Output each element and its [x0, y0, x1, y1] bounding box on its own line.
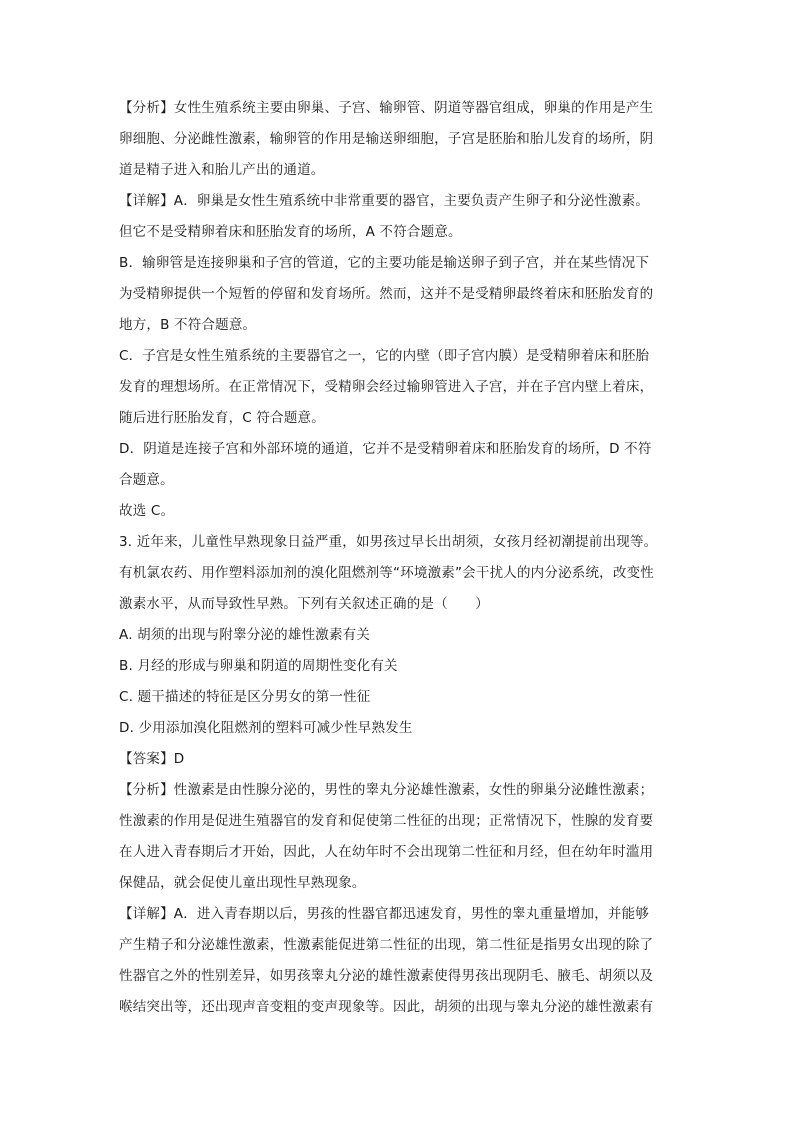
option-a: A. 胡须的出现与附睾分泌的雄性激素有关 — [119, 627, 371, 643]
text-line: 性器官之外的性别差异，如男孩睾丸分泌的雄性激素使得男孩出现阴毛、腋毛、胡须以及 — [119, 968, 654, 984]
text-line: 随后进行胚胎发育，C 符合题意。 — [119, 410, 325, 426]
question-line: 有机氯农药、用作塑料添加剂的溴化阻燃剂等“环境激素”会干扰人的内分泌系统，改变性 — [119, 565, 654, 581]
question-line: 3. 近年来，儿童性早熟现象日益严重，如男孩过早长出胡须，女孩月经初潮提前出现等。 — [119, 534, 658, 550]
text-line: 合题意。 — [119, 472, 174, 488]
text-line: D．阴道是连接子宫和外部环境的通道，它并不是受精卵着床和胚胎发育的场所，D 不符 — [119, 441, 652, 457]
text-line: 道是精子进入和胎儿产出的通道。 — [119, 162, 325, 178]
text-line: 【分析】女性生殖系统主要由卵巢、子宫、输卵管、阴道等器官组成，卵巢的作用是产生 — [119, 100, 654, 116]
option-c: C. 题干描述的特征是区分男女的第一性征 — [119, 689, 371, 705]
text-line: 但它不是受精卵着床和胚胎发育的场所，A 不符合题意。 — [119, 224, 462, 240]
text-line: 【分析】性激素是由性腺分泌的，男性的睾丸分泌雄性激素，女性的卵巢分泌雌性激素； — [119, 782, 654, 798]
text-line: 地方，B 不符合题意。 — [119, 317, 257, 333]
text-line: 喉结突出等，还出现声音变粗的变声现象等。因此，胡须的出现与睾丸分泌的雄性激素有 — [119, 999, 654, 1015]
text-line: 【详解】A．进入青春期以后，男孩的性器官都迅速发育，男性的睾丸重量增加，并能够 — [119, 906, 650, 922]
text-line: C．子宫是女性生殖系统的主要器官之一，它的内壁（即子宫内膜）是受精卵着床和胚胎 — [119, 348, 650, 364]
text-line: 故选 C。 — [119, 503, 175, 519]
document-page — [119, 97, 675, 1027]
text-line: 在人进入青春期后才开始，因此，人在幼年时不会出现第二性征和月经，但在幼年时滥用 — [119, 844, 654, 860]
text-line: 保健品，就会促使儿童出现性早熟现象。 — [119, 875, 366, 891]
text-line: 卵细胞、分泌雌性激素，输卵管的作用是输送卵细胞，子宫是胚胎和胎儿发育的场所，阴 — [119, 131, 654, 147]
text-line: B．输卵管是连接卵巢和子宫的管道，它的主要功能是输送卵子到子宫，并在某些情况下 — [119, 255, 650, 271]
option-d: D. 少用添加溴化阻燃剂的塑料可减少性早熟发生 — [119, 720, 413, 736]
text-line: 产生精子和分泌雄性激素，性激素能促进第二性征的出现，第二性征是指男女出现的除了 — [119, 937, 654, 953]
answer-line: 【答案】D — [119, 751, 185, 767]
question-line: 激素水平，从而导致性早熟。下列有关叙述正确的是（ ） — [119, 596, 489, 612]
option-b: B. 月经的形成与卵巢和阴道的周期性变化有关 — [119, 658, 398, 674]
text-line: 为受精卵提供一个短暂的停留和发育场所。然而，这并不是受精卵最终着床和胚胎发育的 — [119, 286, 654, 302]
text-line: 发育的理想场所。在正常情况下，受精卵会经过输卵管进入子宫，并在子宫内壁上着床， — [119, 379, 654, 395]
text-line: 性激素的作用是促进生殖器官的发育和促使第二性征的出现；正常情况下，性腺的发育要 — [119, 813, 654, 829]
text-line: 【详解】A．卵巢是女性生殖系统中非常重要的器官，主要负责产生卵子和分泌性激素。 — [119, 193, 650, 209]
